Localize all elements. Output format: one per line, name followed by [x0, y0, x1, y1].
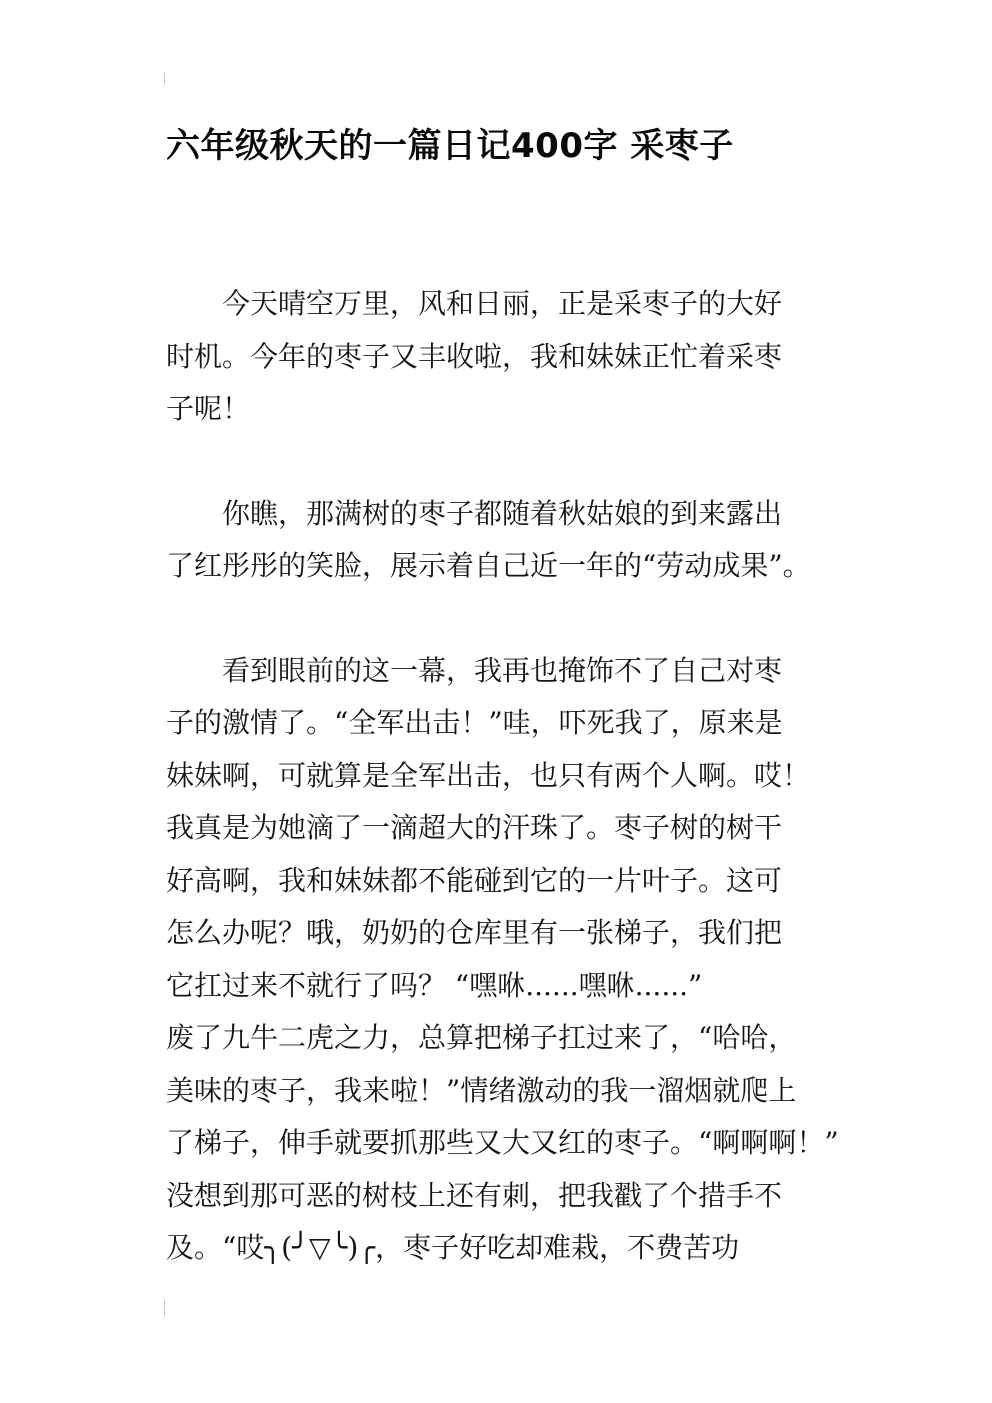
text-line: 美味的枣子，我来啦！”情绪激动的我一溜烟就爬上: [166, 1073, 797, 1107]
text-line: 时机。今年的枣子又丰收啦，我和妹妹正忙着采枣: [166, 339, 783, 373]
text-line: 妹妹啊，可就算是全军出击，也只有两个人啊。哎！: [166, 758, 811, 792]
text-line: 没想到那可恶的树枝上还有刺，把我戳了个措手不: [166, 1178, 783, 1212]
text-line: 今天晴空万里，风和日丽，正是采枣子的大好: [166, 287, 783, 320]
text-line: 它扛过来不就行了吗？ “嘿咻......嘿咻......”: [166, 968, 703, 1002]
text-line: 你瞧，那满树的枣子都随着秋姑娘的到来露出: [166, 496, 783, 530]
text-line: 怎么办呢？哦，奶奶的仓库里有一张梯子，我们把: [166, 916, 783, 949]
text-line: 看到眼前的这一幕，我再也掩饰不了自己对枣: [166, 653, 783, 687]
page-corner-mark-bottom: [164, 1300, 165, 1316]
text-line: 了红彤彤的笑脸，展示着自己近一年的“劳动成果”。: [166, 549, 811, 582]
text-line: 及。“哎╮(╯▽╰)╭，枣子好吃却难栽，不费苦功: [166, 1231, 740, 1264]
text-line: 我真是为她滴了一滴超大的汗珠了。枣子树的树干: [166, 811, 783, 844]
text-line: 了梯子，伸手就要抓那些又大又红的枣子。“啊啊啊！”: [166, 1126, 839, 1159]
page-corner-mark-top: [164, 72, 165, 84]
paragraph-2: [166, 488, 830, 593]
text-line: 子呢！: [166, 392, 251, 425]
document-body: [166, 278, 839, 1327]
text-line: 好高啊，我和妹妹都不能碰到它的一片叶子。这可: [166, 863, 783, 897]
text-line: 子的激情了。“全军出击！”哇，吓死我了，原来是: [166, 706, 783, 739]
paragraph-1: [166, 278, 830, 436]
document-title: 六年级秋天的一篇日记400字 采枣子: [166, 126, 734, 166]
text-line: 废了九牛二虎之力，总算把梯子扛过来了，“哈哈，: [166, 1021, 797, 1054]
paragraph-3: [166, 645, 839, 1275]
